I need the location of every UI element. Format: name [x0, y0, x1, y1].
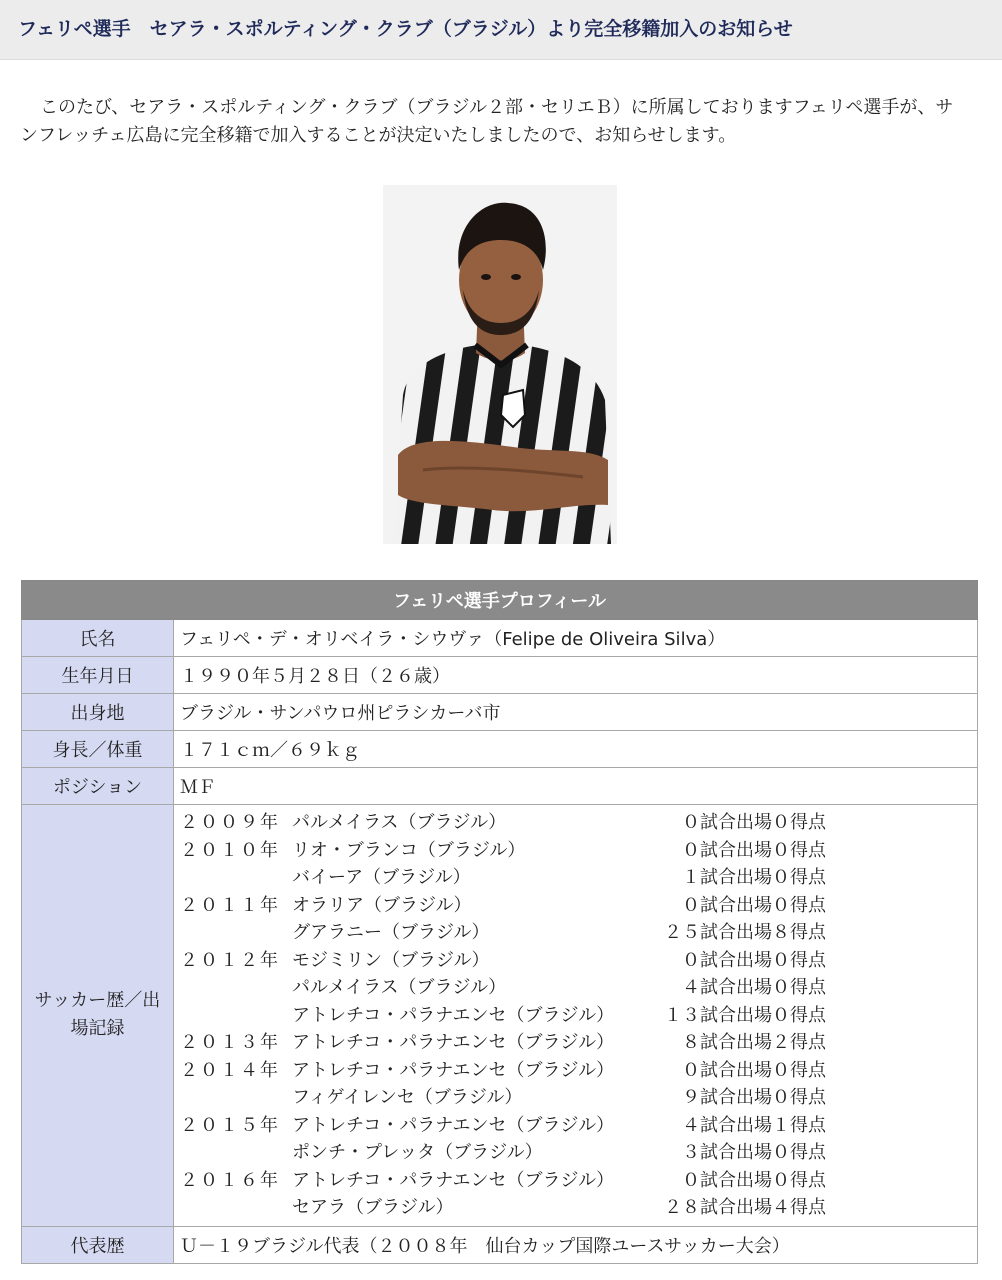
career-stat: ２８試合出場４得点	[664, 1197, 826, 1218]
career-club: パルメイラス（ブラジル）	[292, 977, 507, 998]
career-stat: １試合出場０得点	[682, 867, 826, 888]
career-year: ２０１１年	[180, 894, 280, 916]
profile-row-height-weight	[22, 731, 978, 768]
profile-value: １７１ｃｍ／６９ｋｇ	[174, 731, 978, 768]
career-club: アトレチコ・パラナエンセ（ブラジル）	[292, 1059, 615, 1081]
career-entry	[174, 892, 977, 920]
career-club: オラリア（ブラジル）	[292, 894, 472, 916]
career-entry	[174, 864, 977, 892]
profile-label: 身長／体重	[22, 731, 174, 768]
career-club: アトレチコ・パラナエンセ（ブラジル）	[292, 1169, 615, 1191]
career-stat: ０試合出場０得点	[682, 839, 826, 861]
career-entry	[174, 1139, 977, 1167]
career-stat: ４試合出場０得点	[682, 977, 826, 998]
profile-row-career	[22, 805, 978, 1227]
career-club: セアラ（ブラジル）	[292, 1197, 454, 1218]
career-entry	[174, 1002, 977, 1030]
career-label	[22, 805, 174, 1227]
career-club: グアラニー（ブラジル）	[292, 922, 490, 943]
profile-label: 代表歴	[22, 1226, 174, 1263]
career-entry	[174, 1084, 977, 1112]
career-year: ２０１４年	[180, 1059, 280, 1081]
career-club: モジミリン（ブラジル）	[292, 949, 490, 971]
career-entry	[174, 974, 977, 1002]
title-bar	[0, 0, 1002, 60]
career-club: バイーア（ブラジル）	[292, 867, 471, 888]
career-entry	[174, 1112, 977, 1140]
profile-label: ポジション	[22, 768, 174, 805]
profile-table	[21, 580, 978, 1264]
profile-value: ブラジル・サンパウロ州ピラシカーバ市	[174, 694, 978, 731]
career-entry	[174, 1167, 977, 1195]
career-stat: ３試合出場０得点	[682, 1142, 826, 1163]
career-entry	[174, 1194, 977, 1222]
career-entry	[174, 1057, 977, 1085]
career-stat: ０試合出場０得点	[682, 812, 826, 833]
page-title: フェリペ選手 セアラ・スポルティング・クラブ（ブラジル）より完全移籍加入のお知らせ	[18, 18, 793, 40]
career-year: ２００９年	[180, 812, 280, 833]
career-stat: ８試合出場２得点	[682, 1032, 826, 1053]
profile-label: 生年月日	[22, 657, 174, 694]
career-stat: ２５試合出場８得点	[664, 922, 826, 943]
profile-row-position	[22, 768, 978, 805]
career-club: アトレチコ・パラナエンセ（ブラジル）	[292, 1114, 615, 1136]
career-club: パルメイラス（ブラジル）	[292, 812, 507, 833]
career-year: ２０１３年	[180, 1032, 280, 1053]
career-cell	[174, 805, 978, 1227]
career-club: ポンチ・プレッタ（ブラジル）	[292, 1142, 543, 1163]
profile-row-birthdate	[22, 657, 978, 694]
profile-value: ＭＦ	[174, 768, 978, 805]
career-club: リオ・ブランコ（ブラジル）	[292, 839, 526, 861]
career-stat: ０試合出場０得点	[682, 1059, 826, 1081]
player-photo	[383, 185, 617, 544]
career-stat: ０試合出場０得点	[682, 894, 826, 916]
profile-value: １９９０年５月２８日（２６歳）	[174, 657, 978, 694]
profile-value: フェリペ・デ・オリベイラ・シウヴァ（Felipe de Oliveira Silva）	[174, 620, 978, 657]
profile-value: Ｕ－１９ブラジル代表（２００８年 仙台カップ国際ユースサッカー大会）	[174, 1226, 978, 1263]
career-label-line2: 場記録	[70, 1018, 125, 1040]
career-club: フィゲイレンセ（ブラジル）	[292, 1087, 523, 1108]
profile-row-birthplace	[22, 694, 978, 731]
career-club: アトレチコ・パラナエンセ（ブラジル）	[292, 1004, 615, 1026]
career-list	[174, 805, 977, 1226]
career-entry	[174, 1029, 977, 1057]
career-stat: ９試合出場０得点	[682, 1087, 826, 1108]
career-year: ２０１６年	[180, 1169, 280, 1191]
career-year: ２０１５年	[180, 1114, 280, 1136]
career-stat: ４試合出場１得点	[682, 1114, 826, 1136]
career-entry	[174, 919, 977, 947]
intro-text	[20, 94, 965, 150]
profile-label: 出身地	[22, 694, 174, 731]
intro-paragraph: このたび、セアラ・スポルティング・クラブ（ブラジル２部・セリエＢ）に所属しておりますフェリペ選手が、サンフレッチェ広島に完全移籍で加入することが決定いたしましたので、お知らせします。	[20, 97, 954, 146]
career-year: ２０１２年	[180, 949, 280, 971]
career-entry	[174, 837, 977, 865]
player-photo-illustration	[383, 185, 617, 544]
career-label-line1: サッカー歴／出	[34, 990, 161, 1012]
career-stat: ０試合出場０得点	[682, 1169, 826, 1191]
career-stat: ０試合出場０得点	[682, 949, 826, 971]
profile-caption: フェリペ選手プロフィール	[22, 581, 978, 620]
profile-row-name	[22, 620, 978, 657]
career-stat: １３試合出場０得点	[664, 1004, 826, 1026]
career-year: ２０１０年	[180, 839, 280, 861]
profile-row-national	[22, 1226, 978, 1263]
career-entry	[174, 809, 977, 837]
career-club: アトレチコ・パラナエンセ（ブラジル）	[292, 1032, 615, 1053]
profile-label: 氏名	[22, 620, 174, 657]
career-entry	[174, 947, 977, 975]
